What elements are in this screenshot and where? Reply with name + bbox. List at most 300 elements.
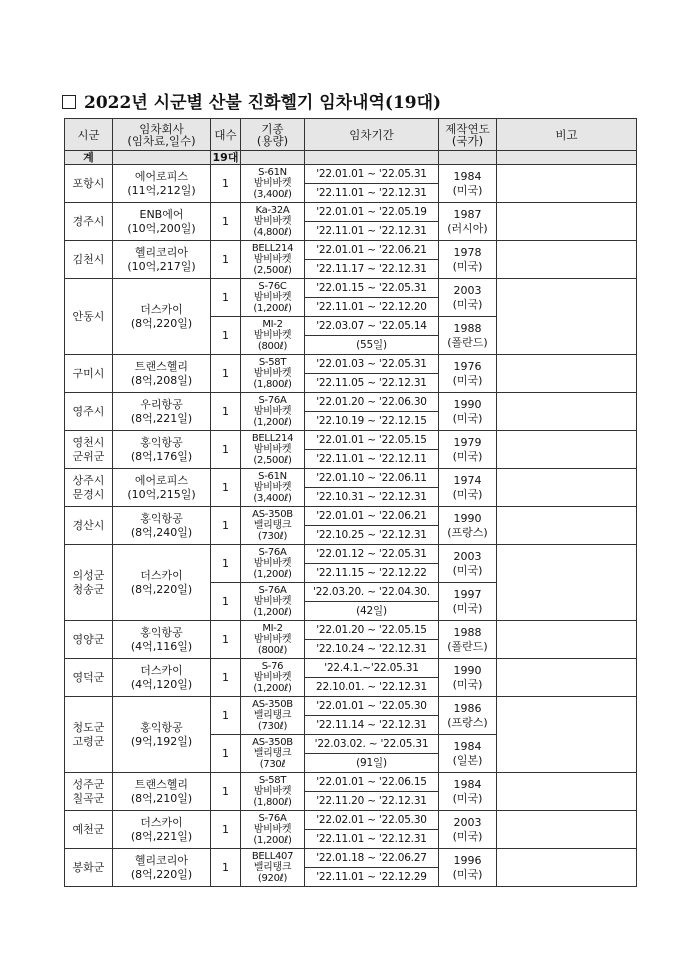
company-cell [113,165,211,203]
period-cell [305,241,439,279]
company-line2: (8억,240일) [130,525,193,539]
city-name-2: 문경시 [72,487,105,501]
city-name: 봉화군 [72,860,105,874]
company-line2: (8억,221일) [130,411,193,425]
company-line1: 더스카이 [140,568,183,582]
table-row [65,355,637,393]
model-line2: 밤비바켓 [253,216,292,227]
company-line1: 트랜스헬리 [134,777,189,791]
period-second: (55일) [305,335,438,354]
year-line2: (프랑스) [447,525,488,539]
total-row [65,151,637,165]
header-year-line1: 제작연도 [445,121,490,136]
rental-table [64,118,637,887]
note-cell [497,545,637,621]
header-period: 임차기간 [305,119,439,151]
year-line1: 1979 [453,435,482,449]
model-cell [241,545,305,583]
city-cell [65,355,113,393]
model-line1: S-76A [258,547,287,558]
company-line1: 더스카이 [140,302,183,316]
period-first: '22.01.01 ~ '22.06.15 [316,776,427,788]
model-line1: S-58T [258,357,287,368]
table-row [65,545,637,583]
note-cell [497,203,637,241]
model-line3: (920ℓ) [257,873,288,884]
year-line1: 1974 [453,473,482,487]
note-cell [497,659,637,697]
period-cell [305,735,439,773]
header-year-line2: (국가) [451,133,484,148]
model-line2: 밸리탱크 [253,748,292,759]
period-stack [305,431,438,468]
model-line3: (1,200ℓ) [253,303,292,314]
header-company [113,119,211,151]
city-name: 예천군 [72,822,105,836]
period-first: '22.01.10 ~ '22.06.11 [316,472,427,484]
model-line2: 밤비바켓 [253,292,292,303]
period-second: '22.11.01 ~ '22.12.31 [305,829,438,848]
company-cell [113,431,211,469]
period-cell [305,431,439,469]
company-line1: 홍익항공 [140,625,183,639]
note-cell [497,355,637,393]
count-cell: 1 [211,773,241,811]
year-cell [439,811,497,849]
period-cell [305,849,439,887]
city-name: 경주시 [72,214,105,228]
period-stack [305,241,438,278]
count-cell: 1 [211,849,241,887]
period-first: '22.03.02. ~ '22.05.31 [314,738,429,750]
model-line2: 밤비바켓 [253,178,292,189]
model-line1: S-76A [258,585,287,596]
table-row [65,621,637,659]
year-cell [439,317,497,355]
table-row [65,697,637,735]
company-line2: (11억,212일) [127,183,196,197]
period-cell [305,773,439,811]
period-cell [305,393,439,431]
note-cell [497,393,637,431]
model-line1: BELL407 [251,851,294,862]
company-line1: 더스카이 [140,815,183,829]
model-line1: BELL214 [251,433,294,444]
year-line2: (프랑스) [447,715,488,729]
model-line1: S-76C [258,281,287,292]
note-cell [497,241,637,279]
model-line2: 밤비바켓 [253,558,292,569]
city-name-2: 군위군 [72,449,105,463]
model-line2: 밤비바켓 [253,444,292,455]
model-line2: 밤비바켓 [253,824,292,835]
note-cell [497,697,637,773]
period-cell [305,355,439,393]
count-cell: 1 [211,811,241,849]
year-cell [439,279,497,317]
count-cell: 1 [211,469,241,507]
year-line2: (미국) [452,791,483,805]
company-line2: (4억,120일) [130,677,193,691]
company-line2: (9억,192일) [130,734,193,748]
model-line2: 밸리탱크 [253,710,292,721]
period-stack [305,355,438,392]
model-cell [241,431,305,469]
period-second: '22.11.01 ~ '22.12.31 [305,183,438,202]
model-line3: (730ℓ [259,759,286,770]
city-name: 안동시 [72,309,105,323]
model-line1: S-61N [258,471,287,482]
period-stack [305,773,438,810]
period-first: '22.01.01 ~ '22.06.21 [316,244,427,256]
period-stack [305,165,438,202]
company-line1: 홍익항공 [140,435,183,449]
city-name-2: 청송군 [72,582,105,596]
period-second: '22.11.17 ~ '22.12.31 [305,259,438,278]
model-cell [241,317,305,355]
model-line3: (2,500ℓ) [253,265,292,276]
period-cell [305,697,439,735]
period-first: '22.03.07 ~ '22.05.14 [316,320,427,332]
year-cell [439,583,497,621]
city-name: 영주시 [72,404,105,418]
company-cell [113,773,211,811]
period-first: '22.01.20 ~ '22.05.15 [316,624,427,636]
company-line2: (8억,176일) [130,449,193,463]
company-line1: 트랜스헬리 [134,359,189,373]
model-line1: BELL214 [251,243,294,254]
count-cell: 1 [211,317,241,355]
model-line2: 밤비바켓 [253,786,292,797]
period-stack [305,811,438,848]
company-cell [113,203,211,241]
model-line2: 밤비바켓 [253,482,292,493]
year-line2: (미국) [452,259,483,273]
year-line1: 2003 [453,283,482,297]
company-line1: 더스카이 [140,663,183,677]
model-line1: AS-350B [252,737,293,748]
model-line3: (1,800ℓ) [253,797,292,808]
company-cell [113,355,211,393]
model-line1: S-61N [258,167,287,178]
company-cell [113,659,211,697]
period-first: '22.01.01 ~ '22.05.30 [316,700,427,712]
company-line1: 우리항공 [140,397,183,411]
model-line3: (730ℓ) [257,531,288,542]
table-row [65,659,637,697]
model-line2: 밤비바켓 [253,406,292,417]
model-cell [241,507,305,545]
year-line2: (폴란드) [447,335,488,349]
period-cell [305,583,439,621]
header-company-line1: 임차회사 [139,121,184,136]
table-row [65,203,637,241]
company-line1: 홍익항공 [140,511,183,525]
period-second: '22.11.01 ~ '22.12.11 [305,449,438,468]
model-line1: S-76A [258,395,287,406]
model-line1: AS-350B [252,509,293,520]
model-line1: MI-2 [262,319,283,330]
model-line3: (1,200ℓ) [253,569,292,580]
city-cell [65,241,113,279]
table-row [65,773,637,811]
note-cell [497,507,637,545]
year-line2: (미국) [452,297,483,311]
header-company-line2: (임차료,일수) [127,133,196,148]
model-line3: (3,400ℓ) [253,189,292,200]
header-year [439,119,497,151]
period-first: '22.01.01 ~ '22.05.31 [316,168,427,180]
count-cell: 1 [211,507,241,545]
period-second: '22.10.25 ~ '22.12.31 [305,525,438,544]
year-line1: 1990 [453,511,482,525]
period-first: '22.02.01 ~ '22.05.30 [316,814,427,826]
company-line2: (8억,210일) [130,791,193,805]
model-line2: 밤비바켓 [253,368,292,379]
year-line1: 1997 [453,587,482,601]
period-cell [305,317,439,355]
model-cell [241,659,305,697]
header-count: 대수 [211,119,241,151]
company-line1: 홍익항공 [140,720,183,734]
year-line1: 1987 [453,207,482,221]
year-cell [439,431,497,469]
header-model [241,119,305,151]
city-name: 성주군 [72,777,105,791]
city-name: 의성군 [72,568,105,582]
model-cell [241,165,305,203]
model-line2: 밤비바켓 [253,596,292,607]
model-line3: (1,200ℓ) [253,607,292,618]
note-cell [497,621,637,659]
table-row [65,393,637,431]
page-title [62,88,441,113]
period-first: '22.01.03 ~ '22.05.31 [316,358,427,370]
model-cell [241,583,305,621]
company-cell [113,621,211,659]
note-cell [497,811,637,849]
table-row [65,165,637,203]
note-cell [497,849,637,887]
year-line1: 1990 [453,397,482,411]
model-line2: 밤비바켓 [253,634,292,645]
period-second: 22.10.01. ~ '22.12.31 [305,677,438,696]
city-name: 포항시 [72,176,105,190]
header-row [65,119,637,151]
count-cell: 1 [211,583,241,621]
period-cell [305,545,439,583]
city-name: 구미시 [72,366,105,380]
period-cell [305,621,439,659]
year-line2: (미국) [452,487,483,501]
year-line1: 1978 [453,245,482,259]
city-cell [65,811,113,849]
title-text: 2022년 시군별 산불 진화헬기 임차내역(19대) [84,93,442,113]
company-line2: (10억,200일) [127,221,196,235]
period-stack [305,659,438,696]
company-cell [113,241,211,279]
city-cell [65,203,113,241]
year-cell [439,659,497,697]
year-line1: 1996 [453,853,482,867]
city-name: 경산시 [72,518,105,532]
model-line3: (4,800ℓ) [253,227,292,238]
company-cell [113,279,211,355]
period-stack [305,203,438,240]
year-line2: (폴란드) [447,639,488,653]
count-cell: 1 [211,165,241,203]
model-cell [241,279,305,317]
year-line2: (미국) [452,677,483,691]
year-cell [439,165,497,203]
city-name: 영천시 [72,435,105,449]
count-cell: 1 [211,697,241,735]
year-cell [439,355,497,393]
year-cell [439,621,497,659]
city-cell [65,773,113,811]
year-cell [439,393,497,431]
note-cell [497,469,637,507]
company-cell [113,849,211,887]
period-second: (42일) [305,601,438,620]
city-name: 영양군 [72,632,105,646]
period-cell [305,165,439,203]
model-line3: (1,800ℓ) [253,379,292,390]
model-cell [241,355,305,393]
city-cell [65,545,113,621]
city-name: 상주시 [72,473,105,487]
period-second: '22.11.01 ~ '22.12.20 [305,297,438,316]
period-first: '22.01.20 ~ '22.06.30 [316,396,427,408]
table-row [65,469,637,507]
model-cell [241,773,305,811]
company-line2: (8억,208일) [130,373,193,387]
company-cell [113,811,211,849]
year-line1: 1984 [453,739,482,753]
count-cell: 1 [211,545,241,583]
period-second: '22.10.31 ~ '22.12.31 [305,487,438,506]
year-cell [439,469,497,507]
company-cell [113,545,211,621]
model-line1: S-76A [258,813,287,824]
model-cell [241,469,305,507]
count-cell: 1 [211,621,241,659]
year-line2: (미국) [452,373,483,387]
count-cell: 1 [211,431,241,469]
model-line1: AS-350B [252,699,293,710]
company-cell [113,393,211,431]
city-cell [65,697,113,773]
city-name: 김천시 [72,252,105,266]
model-cell [241,735,305,773]
period-second: '22.11.05 ~ '22.12.31 [305,373,438,392]
year-line2: (미국) [452,449,483,463]
model-line2: 밤비바켓 [253,330,292,341]
count-cell: 1 [211,659,241,697]
count-cell: 1 [211,355,241,393]
count-cell: 1 [211,203,241,241]
year-cell [439,203,497,241]
company-cell [113,507,211,545]
period-stack [305,697,438,734]
year-line1: 1990 [453,663,482,677]
year-line1: 1988 [453,321,482,335]
count-cell: 1 [211,279,241,317]
period-cell [305,203,439,241]
model-line3: (2,500ℓ) [253,455,292,466]
city-cell [65,507,113,545]
period-cell [305,811,439,849]
year-cell [439,697,497,735]
city-name: 영덕군 [72,670,105,684]
model-cell [241,241,305,279]
period-first: '22.01.18 ~ '22.06.27 [316,852,427,864]
year-cell [439,507,497,545]
city-name: 청도군 [72,720,105,734]
table-row [65,279,637,317]
period-stack [305,279,438,316]
period-stack [305,507,438,544]
year-line1: 2003 [453,549,482,563]
year-line1: 1984 [453,169,482,183]
company-line2: (8억,220일) [130,867,193,881]
city-cell [65,621,113,659]
year-line2: (미국) [452,183,483,197]
year-line2: (미국) [452,829,483,843]
model-line2: 밸리탱크 [253,520,292,531]
model-cell [241,849,305,887]
model-line3: (3,400ℓ) [253,493,292,504]
period-second: '22.11.20 ~ '22.12.31 [305,791,438,810]
year-cell [439,735,497,773]
header-city: 시군 [65,119,113,151]
model-line1: S-58T [258,775,287,786]
year-line1: 1976 [453,359,482,373]
table-row [65,431,637,469]
period-first: '22.01.12 ~ '22.05.31 [316,548,427,560]
company-cell [113,469,211,507]
period-second: '22.11.01 ~ '22.12.31 [305,221,438,240]
model-line3: (800ℓ) [257,645,288,656]
note-cell [497,165,637,203]
total-count: 19대 [211,151,241,165]
header-note: 비고 [497,119,637,151]
table-row [65,811,637,849]
company-line2: (10억,217일) [127,259,196,273]
model-line3: (1,200ℓ) [253,683,292,694]
model-line2: 밤비바켓 [253,254,292,265]
period-second: '22.11.14 ~ '22.12.31 [305,715,438,734]
table-row [65,241,637,279]
city-cell [65,393,113,431]
model-cell [241,203,305,241]
period-second: '22.11.15 ~ '22.12.22 [305,563,438,582]
city-cell [65,431,113,469]
company-line1: 에어로피스 [134,169,189,183]
count-cell: 1 [211,241,241,279]
period-first: '22.4.1.~'22.05.31 [324,662,419,674]
header-model-line1: 기종 [261,121,284,136]
header-model-line2: (용량) [256,133,289,148]
year-line1: 1986 [453,701,482,715]
model-line1: Ka-32A [255,205,290,216]
period-second: '22.10.24 ~ '22.12.31 [305,639,438,658]
note-cell [497,431,637,469]
year-cell [439,241,497,279]
city-cell [65,849,113,887]
company-line2: (8억,221일) [130,829,193,843]
company-line2: (4억,116일) [130,639,193,653]
